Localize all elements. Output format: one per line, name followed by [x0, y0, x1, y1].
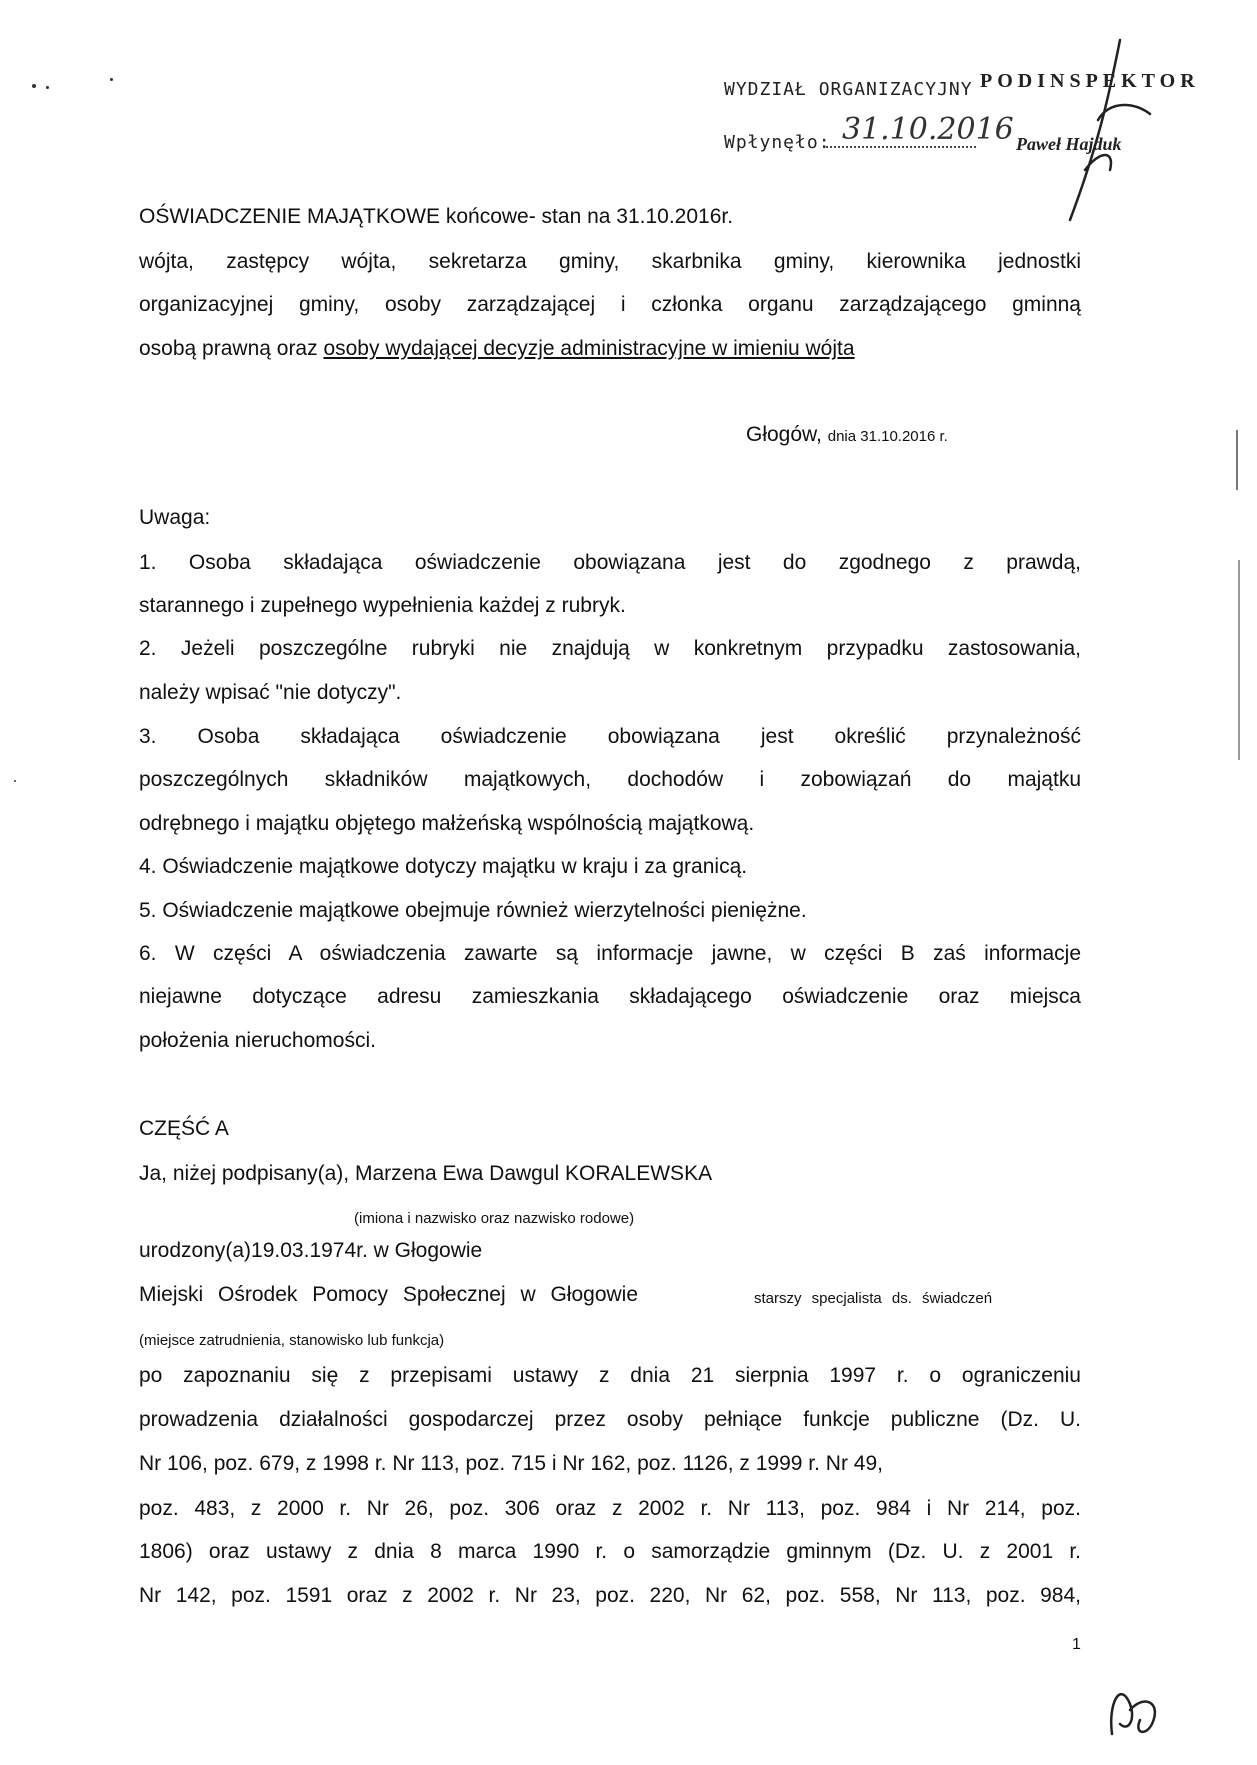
declaration-date: dnia 31.10.2016 r. [827, 428, 948, 445]
scan-speck [14, 780, 16, 782]
scan-speck [32, 84, 36, 88]
note-line: 4. Oświadczenie majątkowe dotyczy majątku w kraju i za granicą. [139, 855, 748, 878]
note-line: odrębnego i majątku objętego małżeńską wspólnością majątkową. [139, 812, 755, 835]
header-line-1: wójta, zastępcy wójta, sekretarza gminy, skarbnika gminy, kierownika jednostki [139, 250, 1081, 273]
employment-caption: (miejsce zatrudnienia, stanowisko lub funkcja) [139, 1332, 445, 1349]
header-line-3-prefix: osobą prawną oraz [139, 337, 324, 360]
scan-speck [1236, 430, 1238, 490]
law-line: 1806) oraz ustawy z dnia 8 marca 1990 r. o samorządzie gminnym (Dz. U. z 2001 r. [139, 1540, 1081, 1563]
note-line: starannego i zupełnego wypełnienia każdej z rubryk. [139, 594, 626, 617]
place-name: Głogów, [746, 423, 822, 446]
header-line-3 [139, 337, 1081, 361]
header-line-3-underlined: osoby wydającej decyzje administracyjne w imieniu wójta [323, 337, 855, 360]
place-date [746, 423, 948, 447]
initials-signature [1100, 1674, 1170, 1744]
law-line: prowadzenia działalności gospodarczej przez osoby pełniące funkcje publiczne (Dz. U. [139, 1408, 1081, 1431]
stamp-department: WYDZIAŁ ORGANIZACYJNY [724, 79, 973, 100]
note-line: 1. Osoba składająca oświadczenie obowiązana jest do zgodnego z prawdą, [139, 551, 1081, 574]
declaration-title: OŚWIADCZENIE MAJĄTKOWE końcowe- stan na 31.10.2016r. [139, 205, 734, 228]
note-line: 5. Oświadczenie majątkowe obejmuje również wierzytelności pieniężne. [139, 899, 807, 922]
note-line: należy wpisać "nie dotyczy". [139, 681, 402, 704]
scan-speck [1238, 560, 1240, 760]
part-a-title: CZĘŚĆ A [139, 1117, 229, 1140]
notes-title: Uwaga: [139, 506, 211, 529]
note-line: poszczególnych składników majątkowych, dochodów i zobowiązań do majątku [139, 768, 1081, 791]
page-number: 1 [1072, 1636, 1081, 1653]
law-line: po zapoznaniu się z przepisami ustawy z dnia 21 sierpnia 1997 r. o ograniczeniu [139, 1364, 1081, 1387]
law-line: Nr 142, poz. 1591 oraz z 2002 r. Nr 23, poz. 220, Nr 62, poz. 558, Nr 113, poz. 984, [139, 1584, 1081, 1607]
header-line-2: organizacyjnej gminy, osoby zarządzającej i członka organu zarządzającego gminną [139, 293, 1081, 316]
inspector-signature [1040, 30, 1170, 230]
stamp-inspector-name: Paweł Hajduk [1016, 134, 1122, 154]
stamp-received-label: Wpłynęło: [724, 132, 831, 153]
scan-speck [110, 78, 113, 81]
law-line: Nr 106, poz. 679, z 1998 r. Nr 113, poz. 715 i Nr 162, poz. 1126, z 1999 r. Nr 49, [139, 1452, 883, 1475]
law-line: poz. 483, z 2000 r. Nr 26, poz. 306 oraz z 2002 r. Nr 113, poz. 984 i Nr 214, poz. [139, 1497, 1081, 1520]
note-line: 3. Osoba składająca oświadczenie obowiązana jest określić przynależność [139, 725, 1081, 748]
declarant-line: Ja, niżej podpisany(a), Marzena Ewa Dawgul KORALEWSKA [139, 1162, 713, 1185]
name-caption: (imiona i nazwisko oraz nazwisko rodowe) [354, 1210, 635, 1227]
scan-speck [46, 86, 49, 89]
note-line: położenia nieruchomości. [139, 1029, 376, 1052]
employer: Miejski Ośrodek Pomocy Społecznej w Głogowie [139, 1283, 639, 1306]
stamp-inspector-title: PODINSPEKTOR [980, 70, 1200, 92]
position: starszy specjalista ds. świadczeń [754, 1290, 993, 1307]
born-line: urodzony(a)19.03.1974r. w Głogowie [139, 1239, 483, 1262]
stamp-received-date: 31.10.2016 [842, 112, 1014, 147]
note-line: 2. Jeżeli poszczególne rubryki nie znajdują w konkretnym przypadku zastosowania, [139, 637, 1081, 660]
note-line: niejawne dotyczące adresu zamieszkania składającego oświadczenie oraz miejsca [139, 985, 1081, 1008]
note-line: 6. W części A oświadczenia zawarte są informacje jawne, w części B zaś informacje [139, 942, 1081, 965]
